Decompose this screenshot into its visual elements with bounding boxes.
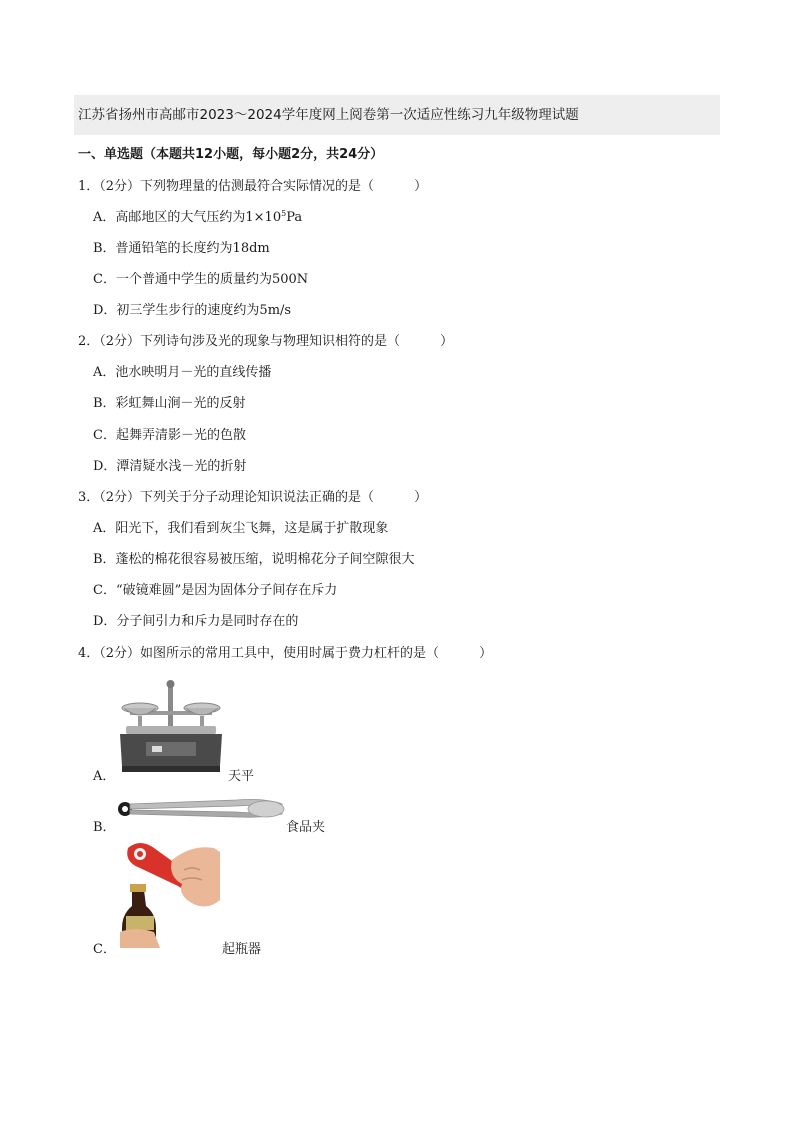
question-4-option-a-letter: A． bbox=[93, 769, 116, 784]
question-1-option-c: C．一个普通中学生的质量约为500N bbox=[93, 272, 309, 287]
question-3-option-c: C．“破镜难圆”是因为固体分子间存在斥力 bbox=[93, 583, 338, 598]
question-4-option-c-label: 起瓶器 bbox=[222, 942, 262, 957]
question-4-option-b-letter: B． bbox=[93, 820, 116, 835]
question-4-option-b-label: 食品夹 bbox=[286, 820, 326, 835]
bottle-opener-image bbox=[120, 840, 220, 948]
question-1-option-d: D．初三学生步行的速度约为5m/s bbox=[93, 303, 292, 318]
question-1-option-a: A．高邮地区的大气压约为$1\times 10^5Pa$ bbox=[93, 209, 303, 225]
question-1-option-b: B．普通铅笔的长度约为18dm bbox=[93, 241, 270, 256]
question-4-option-c-letter: C． bbox=[93, 942, 116, 957]
question-3-option-d: D．分子间引力和斥力是同时存在的 bbox=[93, 614, 299, 629]
question-3-stem: 3．（2分）下列关于分子动理论知识说法正确的是（ ） bbox=[78, 490, 428, 505]
question-2-option-c: C．起舞弄清影－光的色散 bbox=[93, 428, 246, 443]
balance-scale-image bbox=[116, 678, 226, 774]
question-2-option-d: D．潭清疑水浅－光的折射 bbox=[93, 459, 247, 474]
question-4-option-a-label: 天平 bbox=[228, 769, 255, 784]
question-2-option-b: B．彩虹舞山涧－光的反射 bbox=[93, 396, 246, 411]
question-2-stem: 2．（2分）下列诗句涉及光的现象与物理知识相符的是（ ） bbox=[78, 334, 454, 349]
question-3-option-a: A．阳光下，我们看到灰尘飞舞，这是属于扩散现象 bbox=[93, 521, 389, 536]
food-tongs-image bbox=[116, 792, 286, 826]
question-4-stem: 4．（2分）如图所示的常用工具中，使用时属于费力杠杆的是（ ） bbox=[78, 646, 493, 661]
section-header: 一、单选题（本题共12小题，每小题2分，共24分） bbox=[78, 147, 384, 162]
question-2-option-a: A．池水映明月－光的直线传播 bbox=[93, 365, 272, 380]
question-3-option-b: B．蓬松的棉花很容易被压缩，说明棉花分子间空隙很大 bbox=[93, 552, 415, 567]
question-1-stem: 1．（2分）下列物理量的估测最符合实际情况的是（ ） bbox=[78, 179, 428, 194]
page-title: 江苏省扬州市高邮市2023～2024学年度网上阅卷第一次适应性练习九年级物理试题 bbox=[74, 95, 720, 135]
